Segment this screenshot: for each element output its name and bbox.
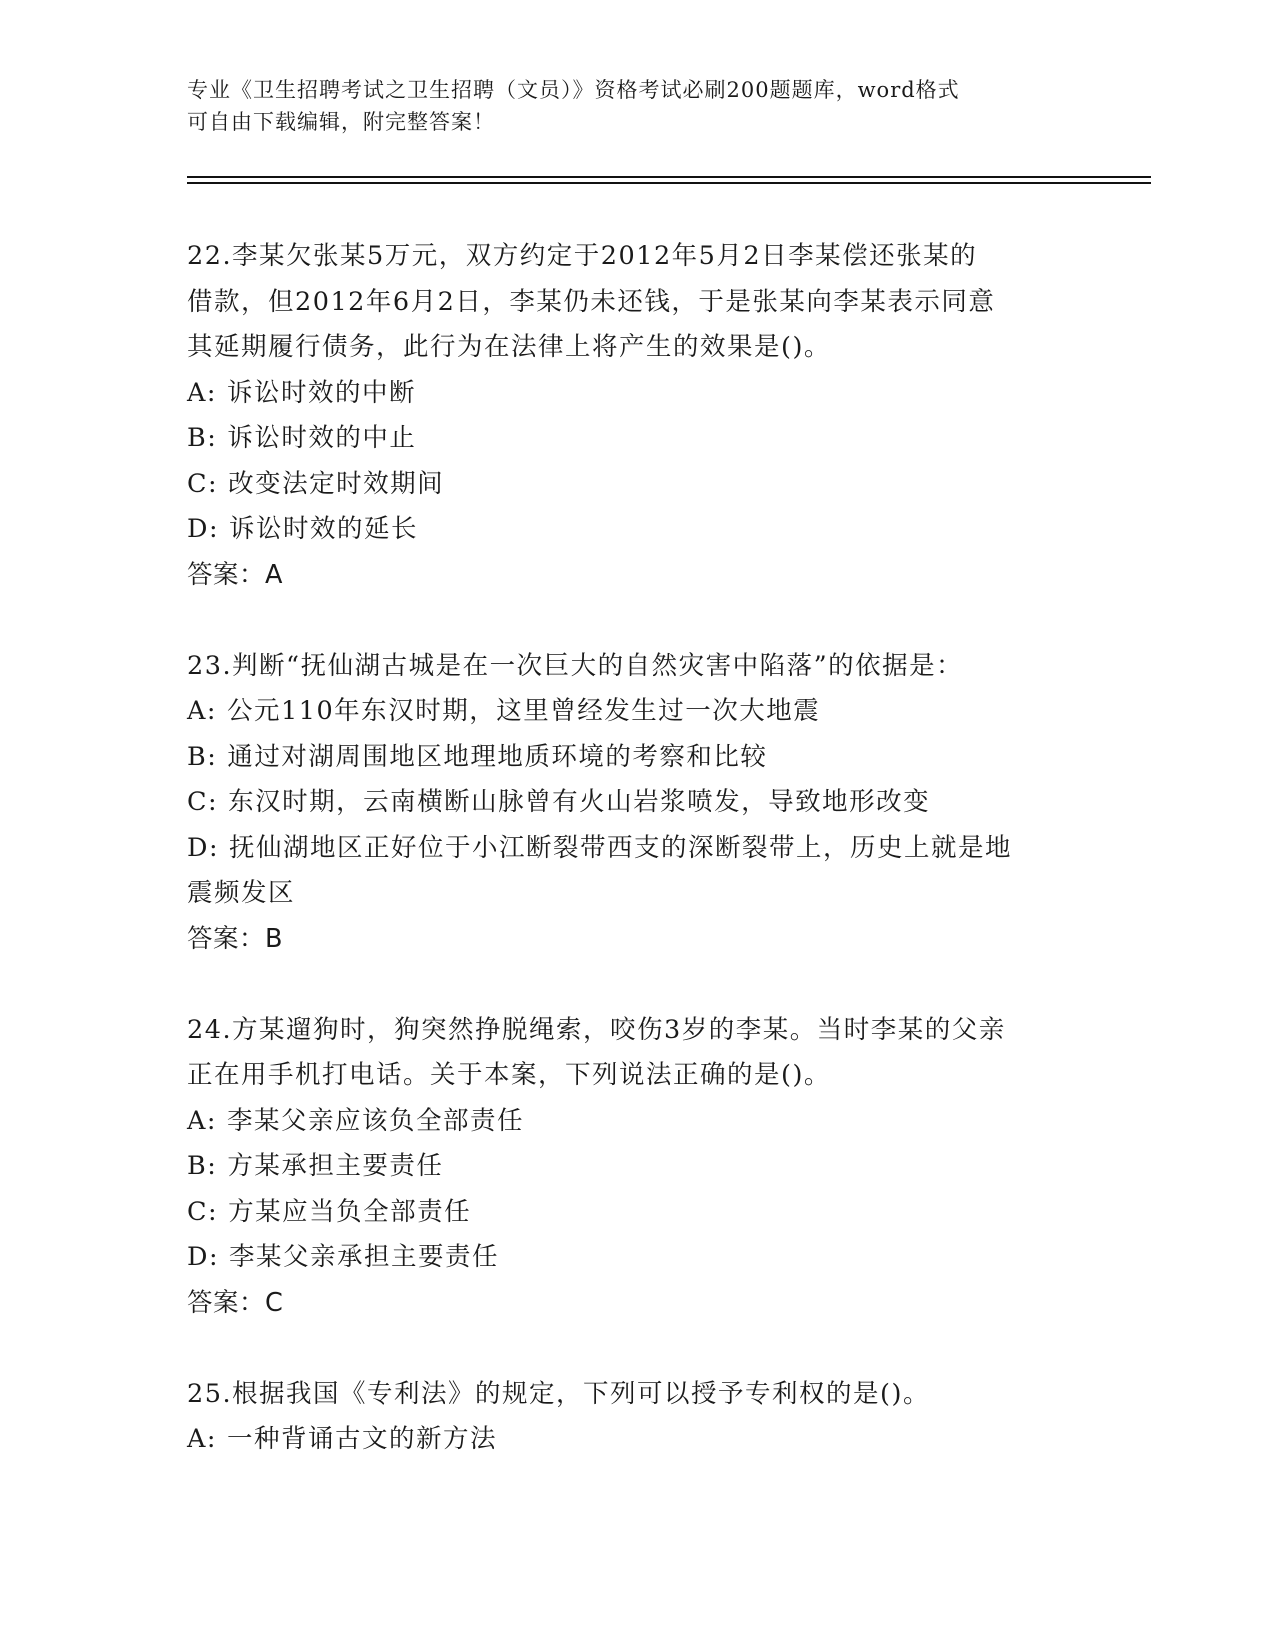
option-letter: A: <box>187 377 218 408</box>
option-text: 改变法定时效期间 <box>228 468 445 499</box>
option-text: 通过对湖周围地区地理地质环境的考察和比较 <box>227 741 768 772</box>
question-stem-line: 23.判断“抚仙湖古城是在一次巨大的自然灾害中陷落”的依据是： <box>187 650 964 681</box>
option-c <box>187 462 1087 508</box>
answer-line: 答案：C <box>187 1287 284 1318</box>
question-stem-line: 24.方某遛狗时，狗突然挣脱绳索，咬伤3岁的李某。当时李某的父亲 <box>187 1014 1006 1045</box>
option-d <box>187 826 1087 872</box>
option-d <box>187 1235 1087 1281</box>
question-stem-line: 借款，但2012年6月2日，李某仍未还钱，于是张某向李某表示同意 <box>187 286 996 317</box>
option-c <box>187 780 1087 826</box>
option-text: 公元110年东汉时期，这里曾经发生过一次大地震 <box>227 696 821 726</box>
option-letter: B: <box>187 423 218 453</box>
option-letter: A: <box>187 1105 218 1136</box>
option-a <box>187 1099 1087 1145</box>
option-a <box>187 689 1087 735</box>
option-text: 李某父亲承担主要责任 <box>229 1242 500 1272</box>
option-letter: C: <box>187 468 219 499</box>
option-text: 东汉时期，云南横断山脉曾有火山岩浆喷发，导致地形改变 <box>228 787 931 817</box>
option-letter: D: <box>187 514 220 544</box>
option-b <box>187 735 1087 781</box>
option-text: 方某承担主要责任 <box>227 1151 444 1181</box>
option-letter: C: <box>187 787 219 817</box>
option-letter: A: <box>187 1424 218 1454</box>
document-header <box>187 74 1087 138</box>
question-stem-line: 其延期履行债务，此行为在法律上将产生的效果是()。 <box>187 332 831 362</box>
option-letter: D: <box>187 1242 220 1272</box>
option-letter: C: <box>187 1196 219 1227</box>
option-d-continuation: 震频发区 <box>187 878 296 908</box>
header-divider-top <box>187 176 1151 178</box>
option-text: 诉讼时效的延长 <box>229 514 419 544</box>
header-line-1: 专业《卫生招聘考试之卫生招聘（文员）》资格考试必刷200题题库，word格式 <box>187 78 960 102</box>
option-text: 诉讼时效的中止 <box>227 423 417 453</box>
question-22 <box>187 234 1087 598</box>
answer-line: 答案：B <box>187 923 283 954</box>
question-stem-line: 正在用手机打电话。关于本案，下列说法正确的是()。 <box>187 1060 831 1090</box>
option-b <box>187 416 1087 462</box>
option-text: 李某父亲应该负全部责任 <box>227 1105 525 1136</box>
question-list <box>187 234 1087 1463</box>
question-23 <box>187 644 1087 963</box>
option-text: 抚仙湖地区正好位于小江断裂带西支的深断裂带上，历史上就是地 <box>229 832 1013 863</box>
option-text: 方某应当负全部责任 <box>228 1196 472 1227</box>
question-24 <box>187 1008 1087 1327</box>
option-text: 一种背诵古文的新方法 <box>227 1424 498 1454</box>
option-b <box>187 1144 1087 1190</box>
header-divider-bottom <box>187 182 1151 184</box>
option-letter: B: <box>187 741 218 772</box>
option-text: 诉讼时效的中断 <box>227 377 417 408</box>
question-stem-line: 22.李某欠张某5万元，双方约定于2012年5月2日李某偿还张某的 <box>187 241 978 271</box>
option-a <box>187 1417 1087 1463</box>
option-a <box>187 371 1087 417</box>
question-25 <box>187 1372 1087 1463</box>
option-c <box>187 1190 1087 1236</box>
option-letter: B: <box>187 1151 218 1181</box>
question-stem-line: 25.根据我国《专利法》的规定，下列可以授予专利权的是()。 <box>187 1378 930 1409</box>
option-d <box>187 507 1087 553</box>
option-letter: D: <box>187 832 220 863</box>
answer-line: 答案：A <box>187 559 283 590</box>
option-letter: A: <box>187 696 218 726</box>
header-line-2: 可自由下载编辑，附完整答案！ <box>187 110 495 134</box>
